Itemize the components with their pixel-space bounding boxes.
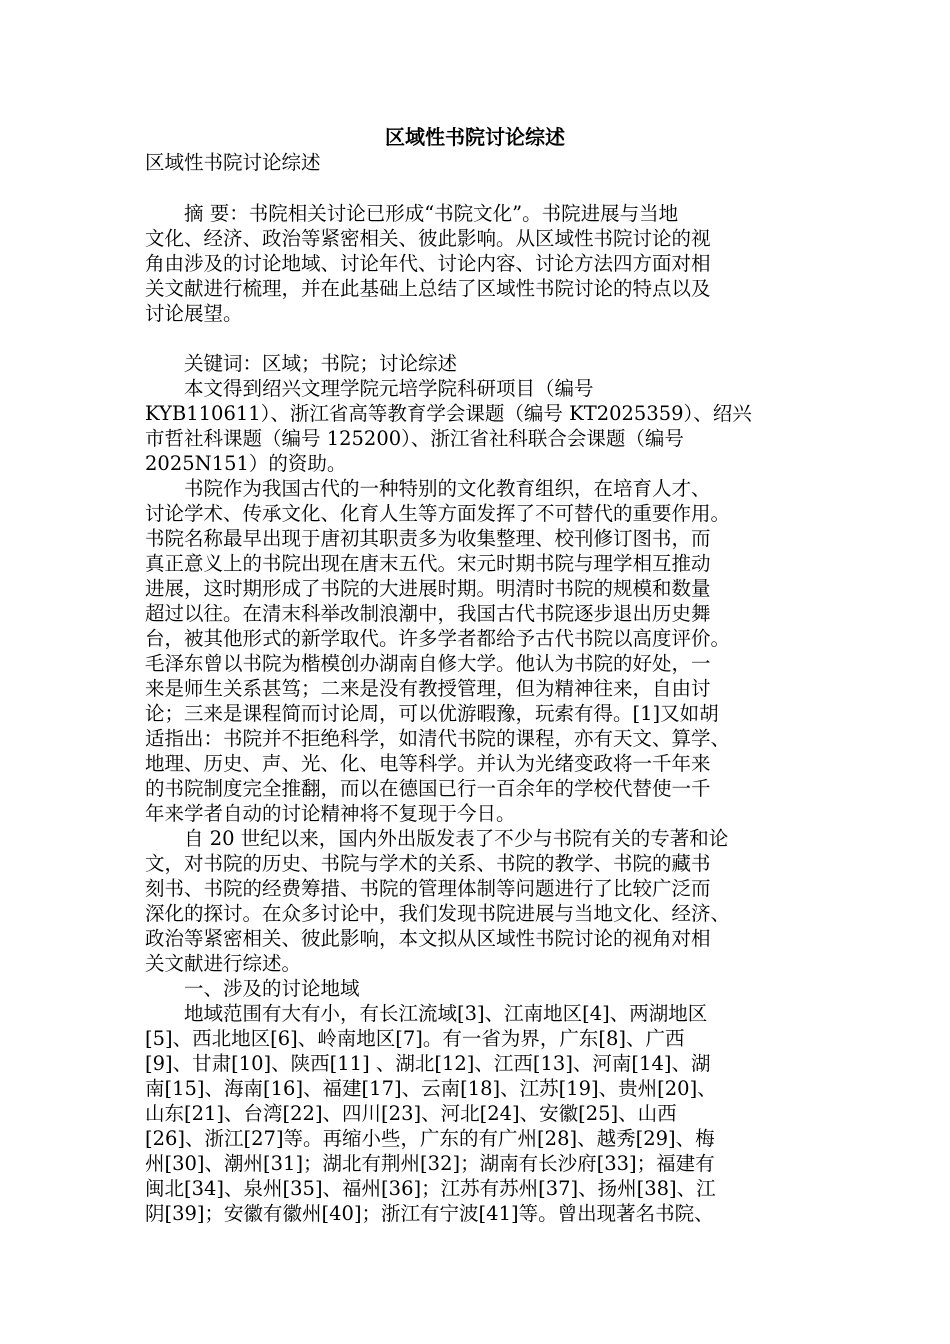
body-line: 进展，这时期形成了书院的大进展时期。明清时书院的规模和数量 [145,577,711,600]
document-title: 区域性书院讨论综述 [385,125,565,149]
abstract-line: 文化、经济、政治等紧密相关、彼此影响。从区域性书院讨论的视 [145,227,711,250]
body-line: 地理、历史、声、光、化、电等科学。并认为光绪变政将一千年来 [145,752,711,775]
body-line: 来是师生关系甚笃；二来是没有教授管理，但为精神往来，自由讨 [145,677,711,700]
abstract-line: 摘 要：书院相关讨论已形成“书院文化”。书院进展与当地 [145,202,679,225]
body-line: 深化的探讨。在众多讨论中，我们发现书院进展与当地文化、经济、 [145,902,731,925]
body-line: 书院名称最早出现于唐初其职责多为收集整理、校刊修订图书，而 [145,527,711,550]
body-line: 毛泽东曾以书院为楷模创办湖南自修大学。他认为书院的好处，一 [145,652,711,675]
body-line: 超过以往。在清末科举改制浪潮中，我国古代书院逐步退出历史舞 [145,602,711,625]
body-line: 政治等紧密相关、彼此影响，本文拟从区域性书院讨论的视角对相 [145,927,711,950]
abstract-line: 关文献进行梳理，并在此基础上总结了区域性书院讨论的特点以及 [145,277,711,300]
abstract-line: 讨论展望。 [145,302,243,325]
funding-line: 2025N151）的资助。 [145,452,347,475]
document-subtitle: 区域性书院讨论综述 [145,151,321,174]
body-line: 自 20 世纪以来，国内外出版发表了不少与书院有关的专著和论 [145,827,729,850]
body-line: 讨论学术、传承文化、化育人生等方面发挥了不可替代的重要作用。 [145,502,731,525]
body-line: 南[15]、海南[16]、福建[17]、云南[18]、江苏[19]、贵州[20]、 [145,1077,717,1100]
body-line: 山东[21]、台湾[22]、四川[23]、河北[24]、安徽[25]、山西 [145,1102,677,1125]
body-line: [5]、西北地区[6]、岭南地区[7]。有一省为界，广东[8]、广西 [145,1027,685,1050]
body-line: 闽北[34]、泉州[35]、福州[36]；江苏有苏州[37]、扬州[38]、江 [145,1177,716,1200]
body-line: 地域范围有大有小，有长江流域[3]、江南地区[4]、两湖地区 [145,1002,708,1025]
body-line: 关文献进行综述。 [145,952,302,975]
body-line: 书院作为我国古代的一种特别的文化教育组织，在培育人才、 [145,477,711,500]
body-line: 的书院制度完全推翻，而以在德国已行一百余年的学校代替使一千 [145,777,711,800]
body-line: 阴[39]；安徽有徽州[40]；浙江有宁波[41]等。曾出现著名书院、 [145,1202,714,1225]
body-line: 台，被其他形式的新学取代。许多学者都给予古代书院以高度评价。 [145,627,731,650]
body-line: 文，对书院的历史、书院与学术的关系、书院的教学、书院的藏书 [145,852,711,875]
section-heading: 一、涉及的讨论地域 [145,977,360,1000]
abstract-line: 角由涉及的讨论地域、讨论年代、讨论内容、讨论方法四方面对相 [145,252,711,275]
keywords-line: 关键词：区域；书院；讨论综述 [145,352,458,375]
body-line: [26]、浙江[27]等。再缩小些，广东的有广州[28]、越秀[29]、梅 [145,1127,715,1150]
funding-line: 本文得到绍兴文理学院元培学院科研项目（编号 [145,377,594,400]
body-line: 年来学者自动的讨论精神将不复现于今日。 [145,802,516,825]
body-line: 适指出：书院并不拒绝科学，如清代书院的课程，亦有天文、算学、 [145,727,731,750]
funding-line: KYB110611）、浙江省高等教育学会课题（编号 KT2025359）、绍兴 [145,402,752,425]
body-line: 论；三来是课程简而讨论周，可以优游暇豫，玩索有得。[1]又如胡 [145,702,719,725]
funding-line: 市哲社科课题（编号 125200）、浙江省社科联合会课题（编号 [145,427,684,450]
body-line: [9]、甘肃[10]、陕西[11] 、湖北[12]、江西[13]、河南[14]、湖 [145,1052,711,1075]
body-line: 州[30]、潮州[31]；湖北有荆州[32]；湖南有长沙府[33]；福建有 [145,1152,715,1175]
body-line: 真正意义上的书院出现在唐末五代。宋元时期书院与理学相互推动 [145,552,711,575]
body-line: 刻书、书院的经费筹措、书院的管理体制等问题进行了比较广泛而 [145,877,711,900]
